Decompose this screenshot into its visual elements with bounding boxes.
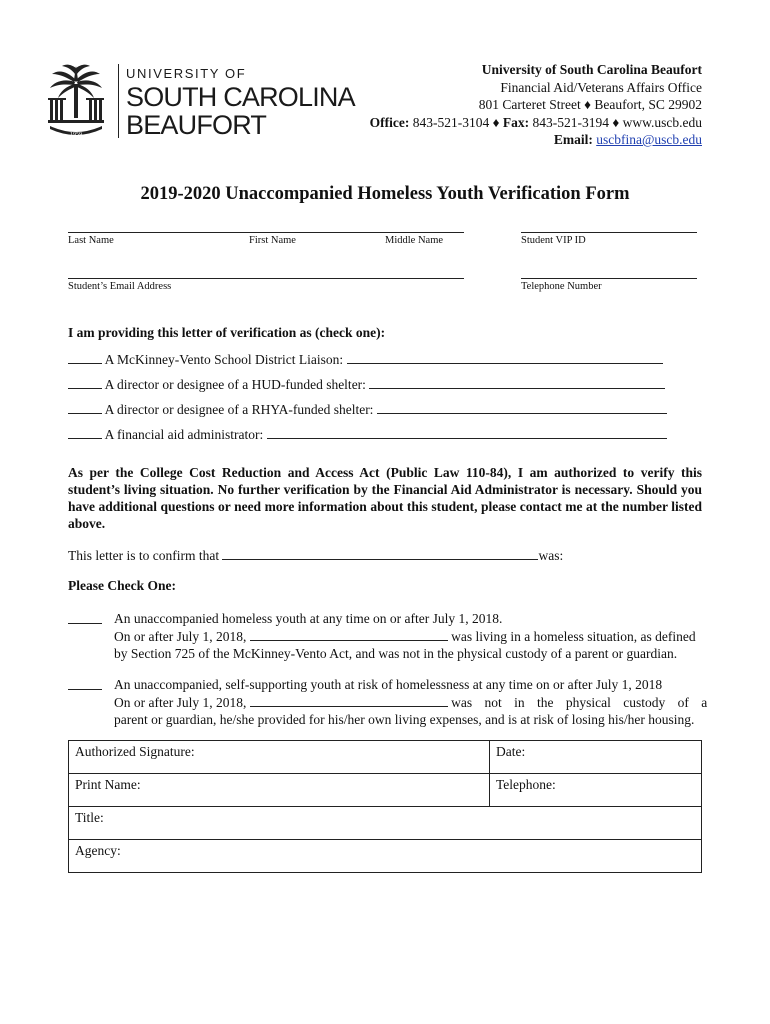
agency-row bbox=[69, 840, 702, 873]
contact-block bbox=[370, 61, 702, 149]
check-blank[interactable] bbox=[68, 375, 102, 389]
wordmark-line-2: SOUTH CAROLINA bbox=[126, 82, 355, 112]
verification-option bbox=[68, 400, 688, 418]
option-1-date-prefix: On or after July 1, 2018, bbox=[114, 629, 247, 644]
email-label: Email: bbox=[553, 132, 593, 147]
verification-option bbox=[68, 425, 688, 443]
wordmark-line-3: BEAUFORT bbox=[126, 110, 267, 140]
last-name-label: Last Name bbox=[68, 235, 114, 246]
option-1-check-blank[interactable] bbox=[68, 610, 102, 624]
verification-option-label: A financial aid administrator: bbox=[104, 427, 264, 442]
office-label: Office: bbox=[369, 114, 410, 130]
verification-option-label: A director or designee of a HUD-funded shelter: bbox=[104, 377, 366, 392]
student-name-blank[interactable] bbox=[222, 546, 538, 560]
contact-address: 801 Carteret Street ♦ Beaufort, SC 29902 bbox=[478, 97, 702, 112]
option-1-text bbox=[114, 610, 702, 662]
telephone-field[interactable]: Telephone: bbox=[490, 774, 702, 807]
check-one-heading: Please Check One: bbox=[68, 578, 176, 593]
contact-office-name: Financial Aid/Veterans Affairs Office bbox=[500, 79, 702, 95]
signature-table bbox=[68, 740, 702, 873]
form-title: 2019-2020 Unaccompanied Homeless Youth Verification Form bbox=[140, 184, 630, 204]
email-label-field: Student’s Email Address bbox=[68, 281, 172, 292]
option-1-line-1: An unaccompanied homeless youth at any time on or after July 1, 2018. bbox=[114, 611, 503, 626]
verification-option bbox=[68, 375, 688, 393]
option-2-line-2 bbox=[114, 693, 708, 711]
confirm-line bbox=[68, 546, 563, 564]
option-2-check-blank[interactable] bbox=[68, 676, 102, 690]
option-2-line-3: parent or guardian, he/she provided for his/her own living expenses, and is at risk of losing his/her housing. bbox=[114, 712, 695, 727]
title-field[interactable]: Title: bbox=[69, 807, 702, 840]
middle-name-label: Middle Name bbox=[385, 235, 444, 246]
print-name-row bbox=[69, 774, 702, 807]
authorized-signature-field[interactable]: Authorized Signature: bbox=[69, 741, 490, 774]
fill-in-line[interactable] bbox=[369, 375, 665, 389]
title-row bbox=[69, 807, 702, 840]
logo-divider bbox=[118, 64, 119, 138]
fax-label: Fax: bbox=[502, 114, 530, 130]
name-field-line[interactable] bbox=[68, 232, 464, 233]
option-2-line-2-suffix: was not in the physical custody of a bbox=[451, 695, 708, 710]
confirm-prefix: This letter is to confirm that bbox=[68, 548, 220, 563]
email-field-line[interactable] bbox=[68, 278, 464, 279]
option-1-line-2-suffix: was living in a homeless situation, as defined bbox=[451, 629, 696, 644]
agency-field[interactable]: Agency: bbox=[69, 840, 702, 873]
option-2-date-prefix: On or after July 1, 2018, bbox=[114, 695, 247, 710]
check-blank[interactable] bbox=[68, 425, 102, 439]
first-name-label: First Name bbox=[249, 235, 296, 246]
university-wordmark bbox=[126, 66, 355, 139]
fax-value: 843-521-3194 ♦ www.uscb.edu bbox=[532, 114, 702, 130]
fill-in-line[interactable] bbox=[347, 350, 663, 364]
authorization-statement: As per the College Cost Reduction and Access Act (Public Law 110-84), I am authorized to verify this student’s living situation. No further verification by the Financial Aid Administrator is necessary. Should you have additional questions or need more information about this student, please contact me at the number listed above. bbox=[68, 465, 702, 531]
verification-option-label: A director or designee of a RHYA-funded shelter: bbox=[104, 402, 374, 417]
fill-in-line[interactable] bbox=[377, 400, 667, 414]
option-2-name-blank[interactable] bbox=[250, 693, 448, 707]
option-2-text bbox=[114, 676, 708, 728]
telephone-label-field: Telephone Number bbox=[521, 281, 602, 292]
contact-email-line bbox=[370, 131, 702, 149]
option-1-name-blank[interactable] bbox=[250, 627, 448, 641]
confirm-suffix: was: bbox=[538, 548, 564, 563]
verification-option-label: A McKinney-Vento School District Liaison: bbox=[104, 352, 344, 367]
telephone-field-line[interactable] bbox=[521, 278, 697, 279]
wordmark-line-1: UNIVERSITY OF bbox=[126, 66, 247, 81]
option-1-line-3: by Section 725 of the McKinney-Vento Act, and was not in the physical custody of a parent or guardian. bbox=[114, 646, 678, 661]
option-2-line-1: An unaccompanied, self-supporting youth at risk of homelessness at any time on or after July 1, 2018 bbox=[114, 677, 663, 692]
contact-university: University of South Carolina Beaufort bbox=[481, 62, 702, 77]
verification-heading: I am providing this letter of verification as (check one): bbox=[68, 325, 386, 340]
signature-row bbox=[69, 741, 702, 774]
email-link[interactable]: uscbfina@uscb.edu bbox=[596, 132, 702, 147]
option-1-line-2 bbox=[114, 627, 702, 645]
fill-in-line[interactable] bbox=[267, 425, 667, 439]
print-name-field[interactable]: Print Name: bbox=[69, 774, 490, 807]
verification-option bbox=[68, 350, 688, 368]
palmetto-seal-logo bbox=[44, 60, 108, 144]
seal-year: 1959 bbox=[70, 132, 82, 138]
check-blank[interactable] bbox=[68, 350, 102, 364]
office-phone: 843-521-3104 ♦ bbox=[412, 114, 500, 130]
student-vip-id-label: Student VIP ID bbox=[521, 235, 586, 246]
date-field[interactable]: Date: bbox=[490, 741, 702, 774]
student-vip-id-line[interactable] bbox=[521, 232, 697, 233]
contact-phone-line bbox=[370, 114, 702, 132]
check-blank[interactable] bbox=[68, 400, 102, 414]
